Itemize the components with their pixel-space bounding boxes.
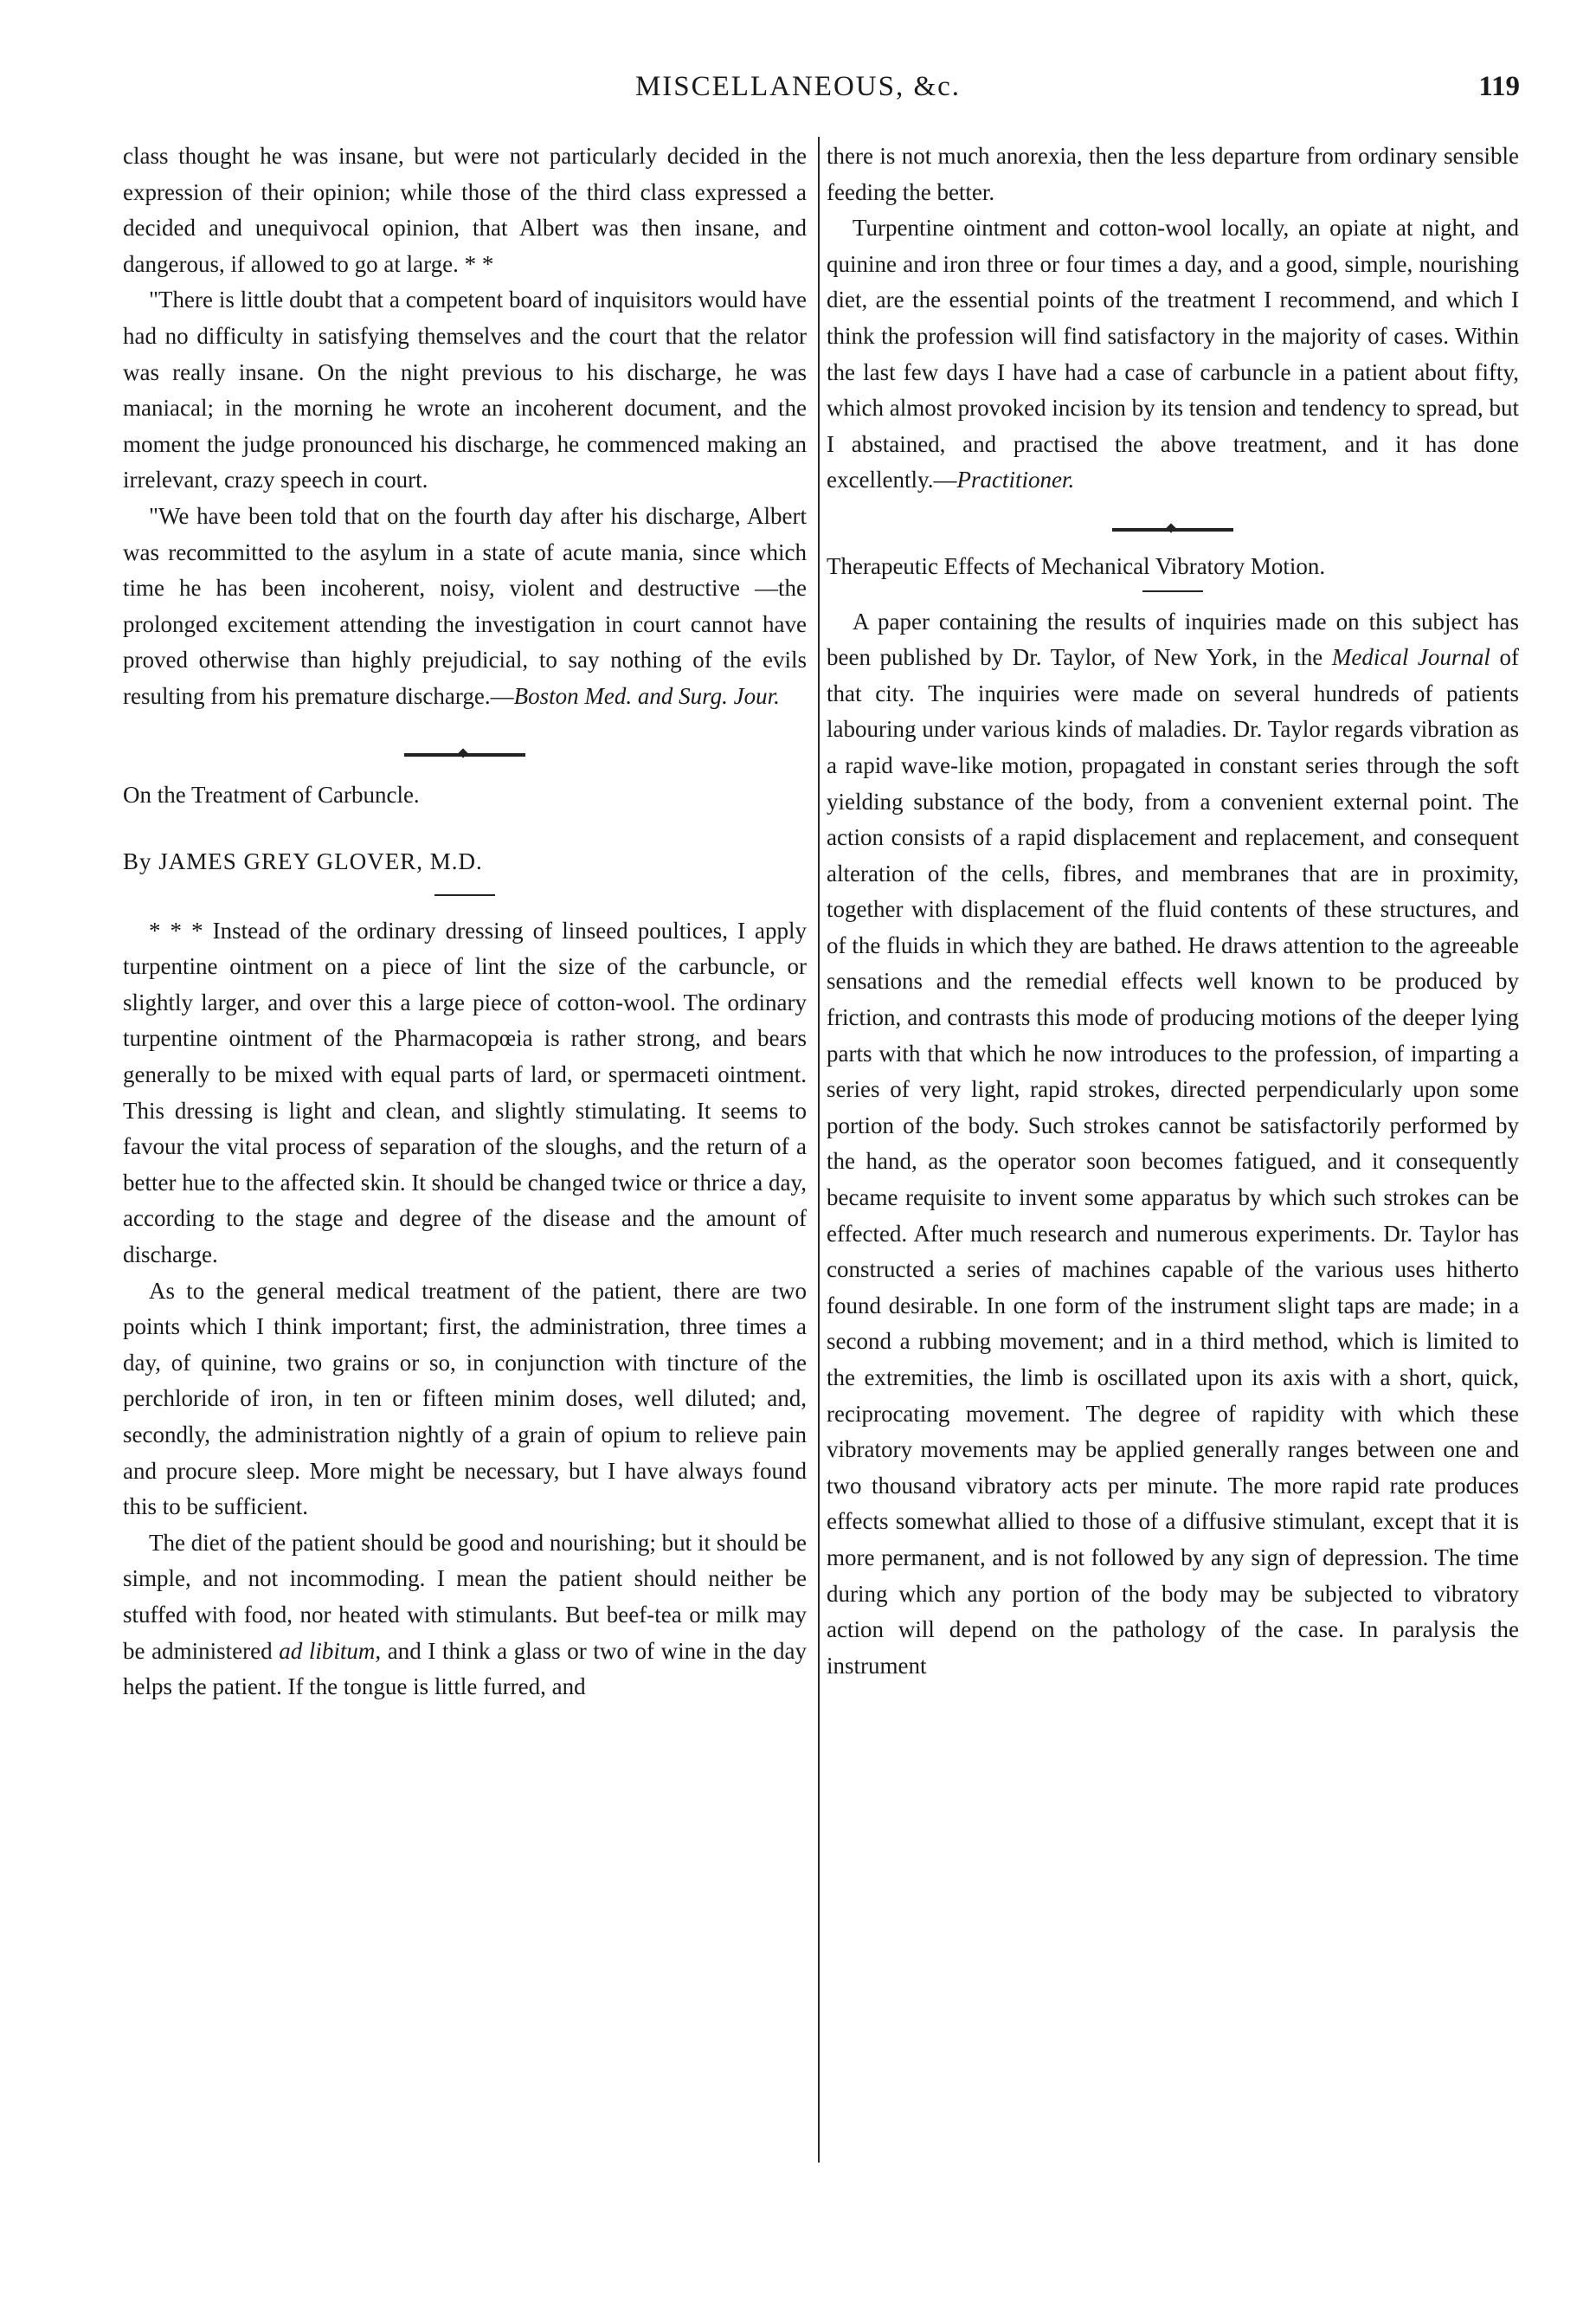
running-head [0,71,1596,106]
paragraph-text: of that city. The inquiries were made on several hundreds of patients labouring under various kinds of maladies. Dr. Taylor regards vibration as a rapid wave-like motion, propagated in constant series through the soft yielding substance of the body, from a convenient external point. The action consists of a rapid displacement and replacement, and consequent alteration of the cells, fibres, and membranes that are in proximity, together with displacement of the fluid contents of these structures, and of the fluids in which they are bathed. He draws attention to the agreeable sensations and the remedial effects well known to be produced by friction, and contrasts this mode of producing motions of the deeper lying parts with that which he now introduces to the profession, of imparting a series of very light, rapid strokes, directed perpendicularly upon some portion of the body. Such strokes cannot be satisfactorily performed by the hand, as the operator soon becomes fatigued, and it consequently became requisite to invent some apparatus by which such strokes can be effected. After much research and numerous experiments. Dr. Taylor has constructed a series of machines capable of the various uses hitherto found desirable. In one form of the instrument slight taps are made; in a second a rubbing movement; and in a third method, which is limited to the extremities, the limb is oscillated upon its axis with a short, quick, reciprocating movement. The degree of rapidity with which these vibratory movements may be applied generally ranges between one and two thousand vibratory acts per minute. The more rapid rate produces effects somewhat allied to those of a diffusive stimulant, except that it is more permanent, and is not followed by any sign of depression. The time during which any portion of the body may be subjected to vibratory action will depend on the pathology of the case. In paralysis the instrument [827,644,1519,1679]
paragraph [827,210,1519,499]
italic-phrase: Medical Journal [1331,644,1490,671]
paragraph [123,1525,807,1705]
italic-phrase: ad libitum, [279,1637,382,1664]
paragraph: class thought he was insane, but were not particularly decided in the expression of their opinion; while those of the third class expressed a decided and unequivocal opinion, that Albert was then insane, and dangerous, if allowed to go at large. * * [123,143,807,277]
left-column [123,139,807,1705]
paragraph: As to the general medical treatment of the patient, there are two points which I think important; first, the administration, three times a day, of quinine, two grains or so, in conjunction with tincture of the perchloride of iron, in ten or fifteen minim doses, well diluted; and, secondly, the administration nightly of a grain of opium to relieve pain and procure sleep. More might be necessary, but I have always found this to be sufficient. [123,1277,807,1520]
paragraph: * * * Instead of the ordinary dressing of linseed poultices, I apply turpentine ointment on a piece of lint the size of the carbuncle, or slightly larger, and over this a large piece of cotton-wool. The ordinary turpentine ointment of the Pharmacopœia is rather strong, and bears generally to be mixed with equal parts of lard, or spermaceti ointment. This dressing is light and clean, and slightly stimulating. It seems to favour the vital process of separation of the sloughs, and the return of a better hue to the affected skin. It should be changed twice or thrice a day, according to the stage and degree of the disease and the amount of discharge. [123,917,807,1268]
paragraph: there is not much anorexia, then the less departure from ordinary sensible feeding the better. [827,143,1519,205]
right-column [827,139,1519,1684]
column-divider [818,137,820,2163]
paragraph [123,499,807,715]
article-title: Therapeutic Effects of Mechanical Vibratory Motion. [827,552,1326,579]
author-byline: By JAMES GREY GLOVER, M.D. [123,848,483,875]
section-separator [1112,528,1233,532]
source-citation: Practitioner. [956,467,1075,493]
running-title: MISCELLANEOUS, &c. [634,71,962,102]
paragraph-text: The diet of the patient should be good and nourishing; but it should be simple, and not incommoding. I mean the patient should neither be stuffed with food, nor heated with stimulants. But beef-tea or milk may be administered [123,1529,807,1664]
article-title: On the Treatment of Carbuncle. [123,781,420,808]
page-number: 119 [1478,71,1520,102]
paragraph: "There is little doubt that a competent board of inquisitors would have had no difficulty in satisfying themselves and the court that the relator was really insane. On the night previous to his discharge, he was maniacal; in the morning he wrote an incoherent document, and the moment the judge pronounced his discharge, he commenced making an irrelevant, crazy speech in court. [123,287,807,493]
paragraph-text: "We have been told that on the fourth day after his discharge, Albert was recommitted to the asylum in a state of acute mania, since which time he has been incoherent, noisy, violent and destructive —the prolonged excitement attending the investigation in court cannot have proved otherwise than highly prejudicial, to say nothing of the evils resulting from his premature discharge.— [123,502,807,709]
paragraph-text: A paper containing the results of inquiries made on this subject has been published by Dr. Taylor, of New York, in the [827,608,1519,671]
paragraph-text: and I think a glass or two of wine in the day helps the patient. If the tongue is little furred, and [123,1637,807,1700]
source-citation: Boston Med. and Surg. Jour. [513,682,780,709]
paragraph [827,604,1519,1685]
paragraph-text: Turpentine ointment and cotton-wool locally, an opiate at night, and quinine and iron three or four times a day, and a good, simple, nourishing diet, are the essential points of the treatment I recommend, and which I think the profession will find satisfactory in the majority of cases. Within the last few days I have had a case of carbuncle in a patient about fifty, which almost provoked incision by its tension and tendency to spread, but I abstained, and practised the above treatment, and it has done excellently.— [827,215,1519,493]
section-separator [404,753,525,757]
